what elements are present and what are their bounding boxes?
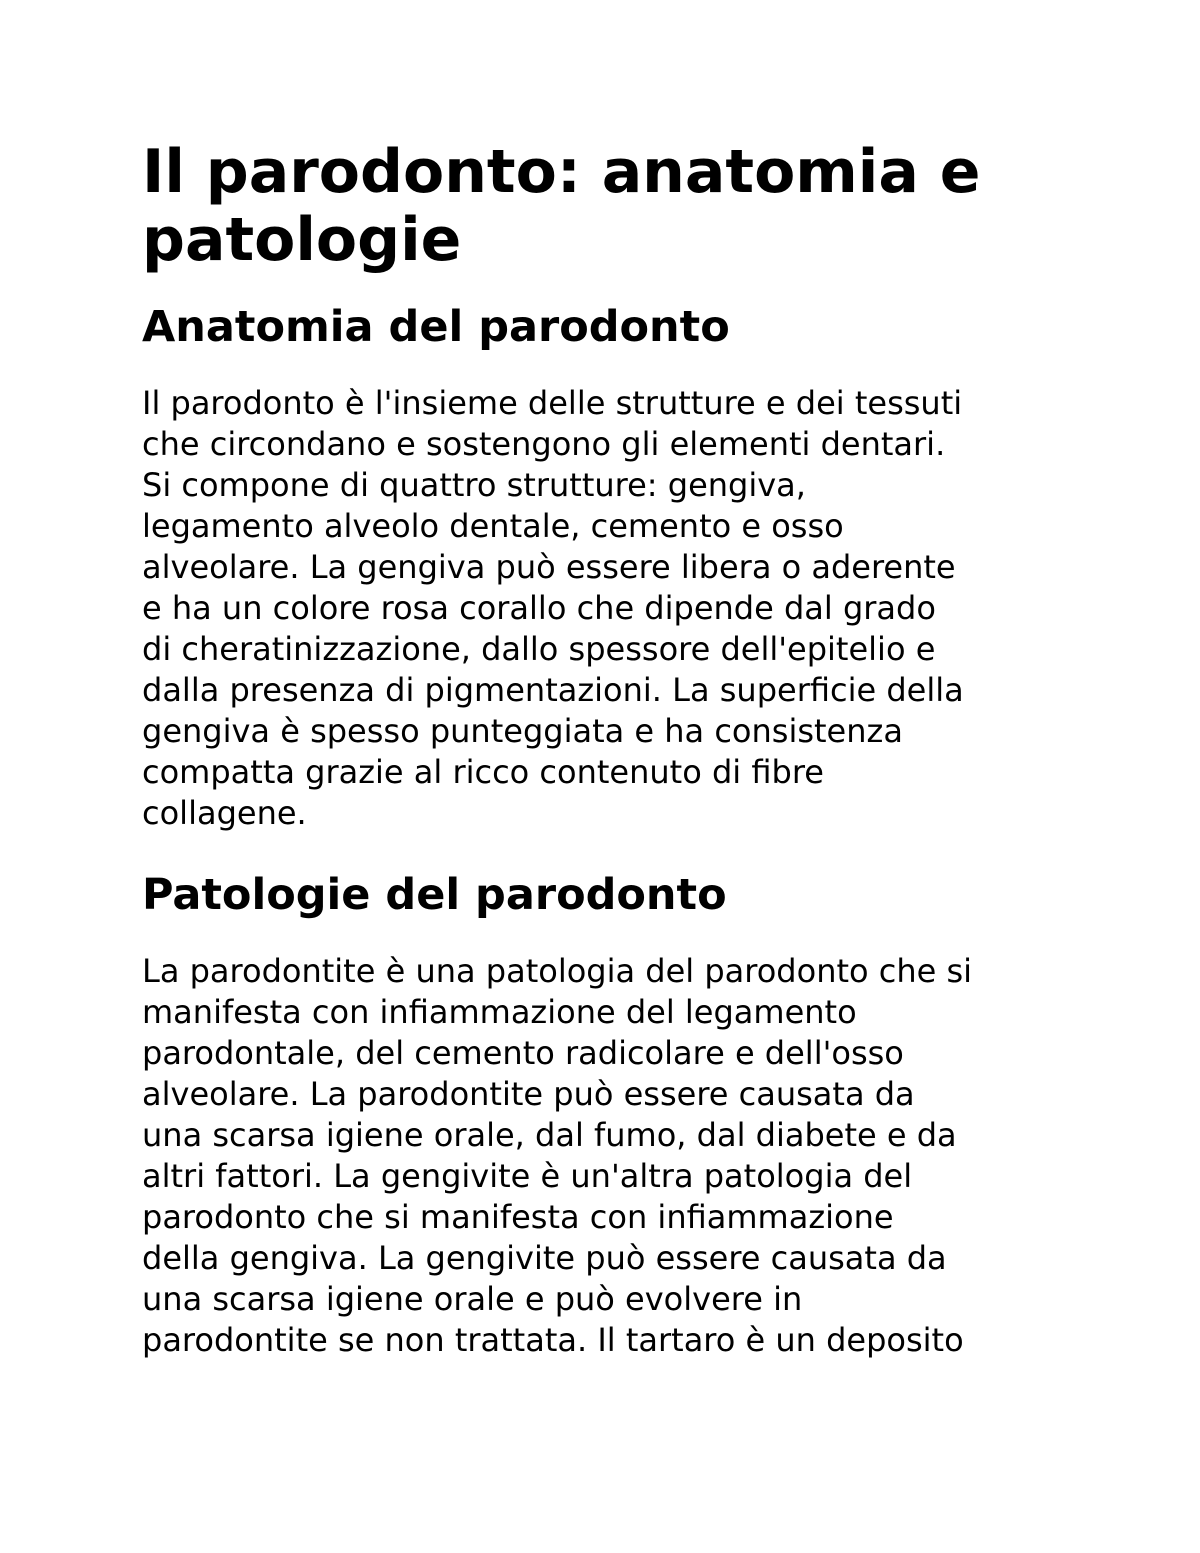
paragraph-line: una scarsa igiene orale, dal fumo, dal diabete e da — [142, 1116, 957, 1154]
section-patologie — [142, 869, 1082, 1361]
section-anatomia — [142, 301, 1082, 834]
page-title-line: Il parodonto: anatomia e — [142, 137, 981, 207]
section-paragraph — [142, 383, 1082, 834]
paragraph-line: alveolare. La parodontite può essere causata da — [142, 1075, 915, 1113]
paragraph-line: Il parodonto è l'insieme delle strutture e dei tessuti — [142, 384, 963, 422]
paragraph-line: che circondano e sostengono gli elementi dentari. — [142, 425, 946, 463]
paragraph-line: compatta grazie al ricco contenuto di fibre — [142, 753, 824, 791]
document-page — [142, 138, 1082, 1396]
paragraph-line: e ha un colore rosa corallo che dipende dal grado — [142, 589, 936, 627]
section-heading: Patologie del parodonto — [142, 870, 727, 920]
paragraph-line: manifesta con infiammazione del legamento — [142, 993, 857, 1031]
section-heading: Anatomia del parodonto — [142, 302, 730, 352]
section-paragraph — [142, 951, 1082, 1361]
paragraph-line: dalla presenza di pigmentazioni. La superficie della — [142, 671, 964, 709]
paragraph-line: collagene. — [142, 794, 307, 832]
paragraph-line: altri fattori. La gengivite è un'altra patologia del — [142, 1157, 913, 1195]
paragraph-line: una scarsa igiene orale e può evolvere in — [142, 1280, 803, 1318]
paragraph-line: di cheratinizzazione, dallo spessore dell'epitelio e — [142, 630, 936, 668]
paragraph-line: gengiva è spesso punteggiata e ha consistenza — [142, 712, 903, 750]
page-title-line: patologie — [142, 205, 462, 275]
paragraph-line: La parodontite è una patologia del parodonto che si — [142, 952, 973, 990]
paragraph-line: parodonto che si manifesta con infiammazione — [142, 1198, 894, 1236]
paragraph-line: alveolare. La gengiva può essere libera o aderente — [142, 548, 956, 586]
paragraph-line: parodontite se non trattata. Il tartaro è un deposito — [142, 1321, 964, 1359]
paragraph-line: Si compone di quattro strutture: gengiva, — [142, 466, 806, 504]
paragraph-line: legamento alveolo dentale, cemento e osso — [142, 507, 844, 545]
paragraph-line: parodontale, del cemento radicolare e dell'osso — [142, 1034, 904, 1072]
paragraph-line: della gengiva. La gengivite può essere causata da — [142, 1239, 947, 1277]
page-title — [142, 138, 1082, 274]
